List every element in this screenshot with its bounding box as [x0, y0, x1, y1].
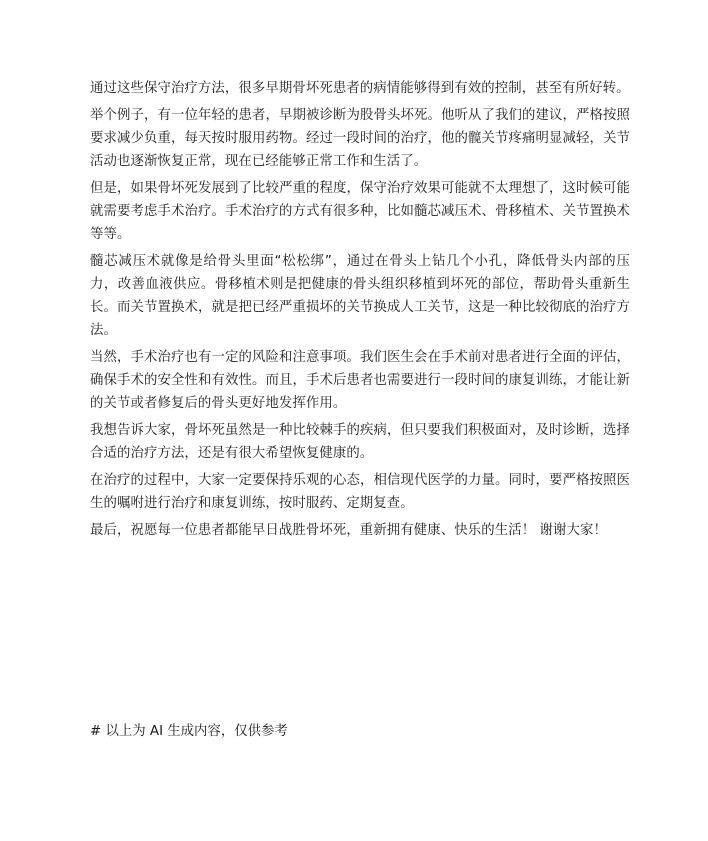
paragraph: 髓芯减压术就像是给骨头里面“松松绑”，通过在骨头上钻几个小孔，降低骨头内部的压力，改善血液供应。骨移植术则是把健康的骨头组织移植到坏死的部位，帮助骨头重新生长。而关节置换术，就是把已经严重损坏的关节换成人工关节，这是一种比较彻底的治疗方法。	[90, 254, 630, 338]
paragraph: 最后，祝愿每一位患者都能早日战胜骨坏死，重新拥有健康、快乐的生活！ 谢谢大家！	[90, 523, 607, 538]
paragraph: 在治疗的过程中，大家一定要保持乐观的心态，相信现代医学的力量。同时，要严格按照医生的嘱咐进行治疗和康复训练，按时服药、定期复查。	[90, 473, 630, 511]
document-body	[90, 77, 630, 546]
paragraph: 但是，如果骨坏死发展到了比较严重的程度，保守治疗效果可能就不太理想了，这时候可能就需要考虑手术治疗。手术治疗的方式有很多种，比如髓芯减压术、骨移植术、关节置换术等等。	[90, 181, 630, 242]
ai-disclaimer-note: # 以上为 AI 生成内容，仅供参考	[90, 724, 288, 739]
paragraph: 当然，手术治疗也有一定的风险和注意事项。我们医生会在手术前对患者进行全面的评估，确保手术的安全性和有效性。而且，手术后患者也需要进行一段时间的康复训练，才能让新的关节或者修复后的骨头更好地发挥作用。	[90, 350, 630, 411]
paragraph: 举个例子，有一位年轻的患者，早期被诊断为股骨头坏死。他听从了我们的建议，严格按照要求减少负重，每天按时服用药物。经过一段时间的治疗，他的髋关节疼痛明显减轻，关节活动也逐渐恢复正常，现在已经能够正常工作和生活了。	[90, 108, 630, 169]
paragraph: 我想告诉大家，骨坏死虽然是一种比较棘手的疾病，但只要我们积极面对，及时诊断，选择合适的治疗方法，还是有很大希望恢复健康的。	[90, 423, 630, 461]
paragraph: 通过这些保守治疗方法，很多早期骨坏死患者的病情能够得到有效的控制，甚至有所好转。	[90, 81, 630, 96]
